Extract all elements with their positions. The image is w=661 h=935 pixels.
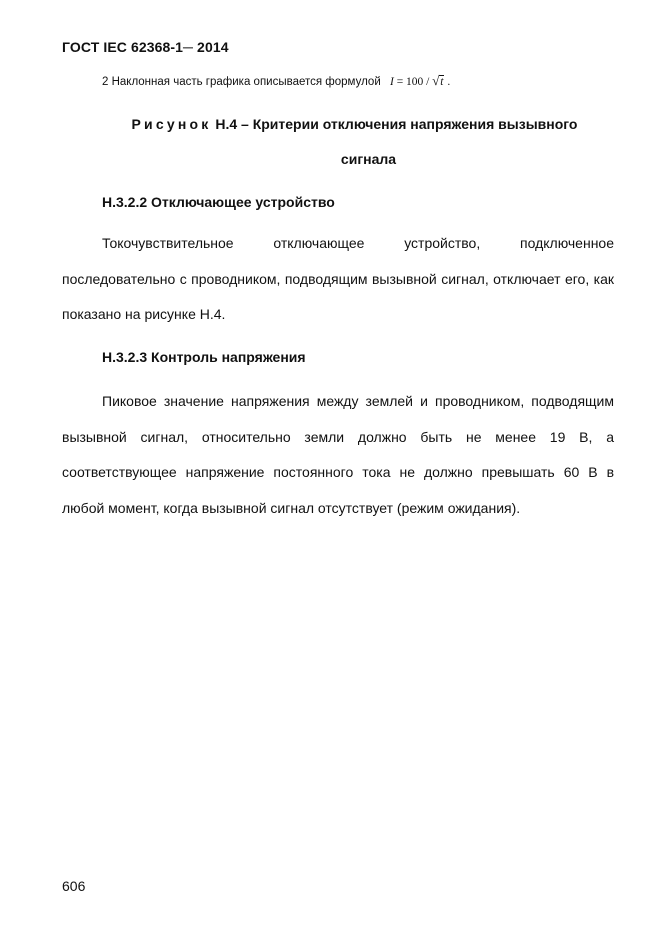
note-text: 2 Наклонная часть графика описывается формулой <box>102 76 381 88</box>
section-heading: Н.3.2.3 Контроль напряжения <box>102 349 306 365</box>
section-paragraph: Пиковое значение напряжения между землей и проводником, подводящим вызывной сигнал, относительно земли должно быть не менее 19 В, а соответствующее напряжение постоянного тока не должно превышать 60 В в любой момент, когда вызывной сигнал отсутствует (режим ожидания). <box>62 393 614 516</box>
formula-end: . <box>444 76 451 88</box>
figure-caption-prefix: Рисунок <box>131 116 212 132</box>
formula-expression: = 100 / <box>393 76 433 88</box>
figure-caption-continuation: сигнала <box>340 151 397 167</box>
page-number: 606 <box>62 878 86 894</box>
section-paragraph: Токочувствительное отключающее устройство, подключенное последовательно с проводником, подводящим вызывной сигнал, отключает его, как показано на рисунке Н.4. <box>62 235 614 322</box>
formula-current-variable: I <box>389 76 394 88</box>
figure-note <box>102 73 451 88</box>
formula-radicand: t <box>440 76 444 88</box>
section-heading: Н.3.2.2 Отключающее устройство <box>102 194 335 210</box>
square-root-symbol <box>432 73 444 88</box>
figure-caption-title: Н.4 – Критерии отключения напряжения вызывного <box>211 116 578 132</box>
document-header: ГОСТ IEC 62368-1─ 2014 <box>62 39 229 55</box>
figure-caption <box>62 116 647 132</box>
note-formula <box>389 73 451 88</box>
radical-sign-icon: √ <box>432 73 440 88</box>
